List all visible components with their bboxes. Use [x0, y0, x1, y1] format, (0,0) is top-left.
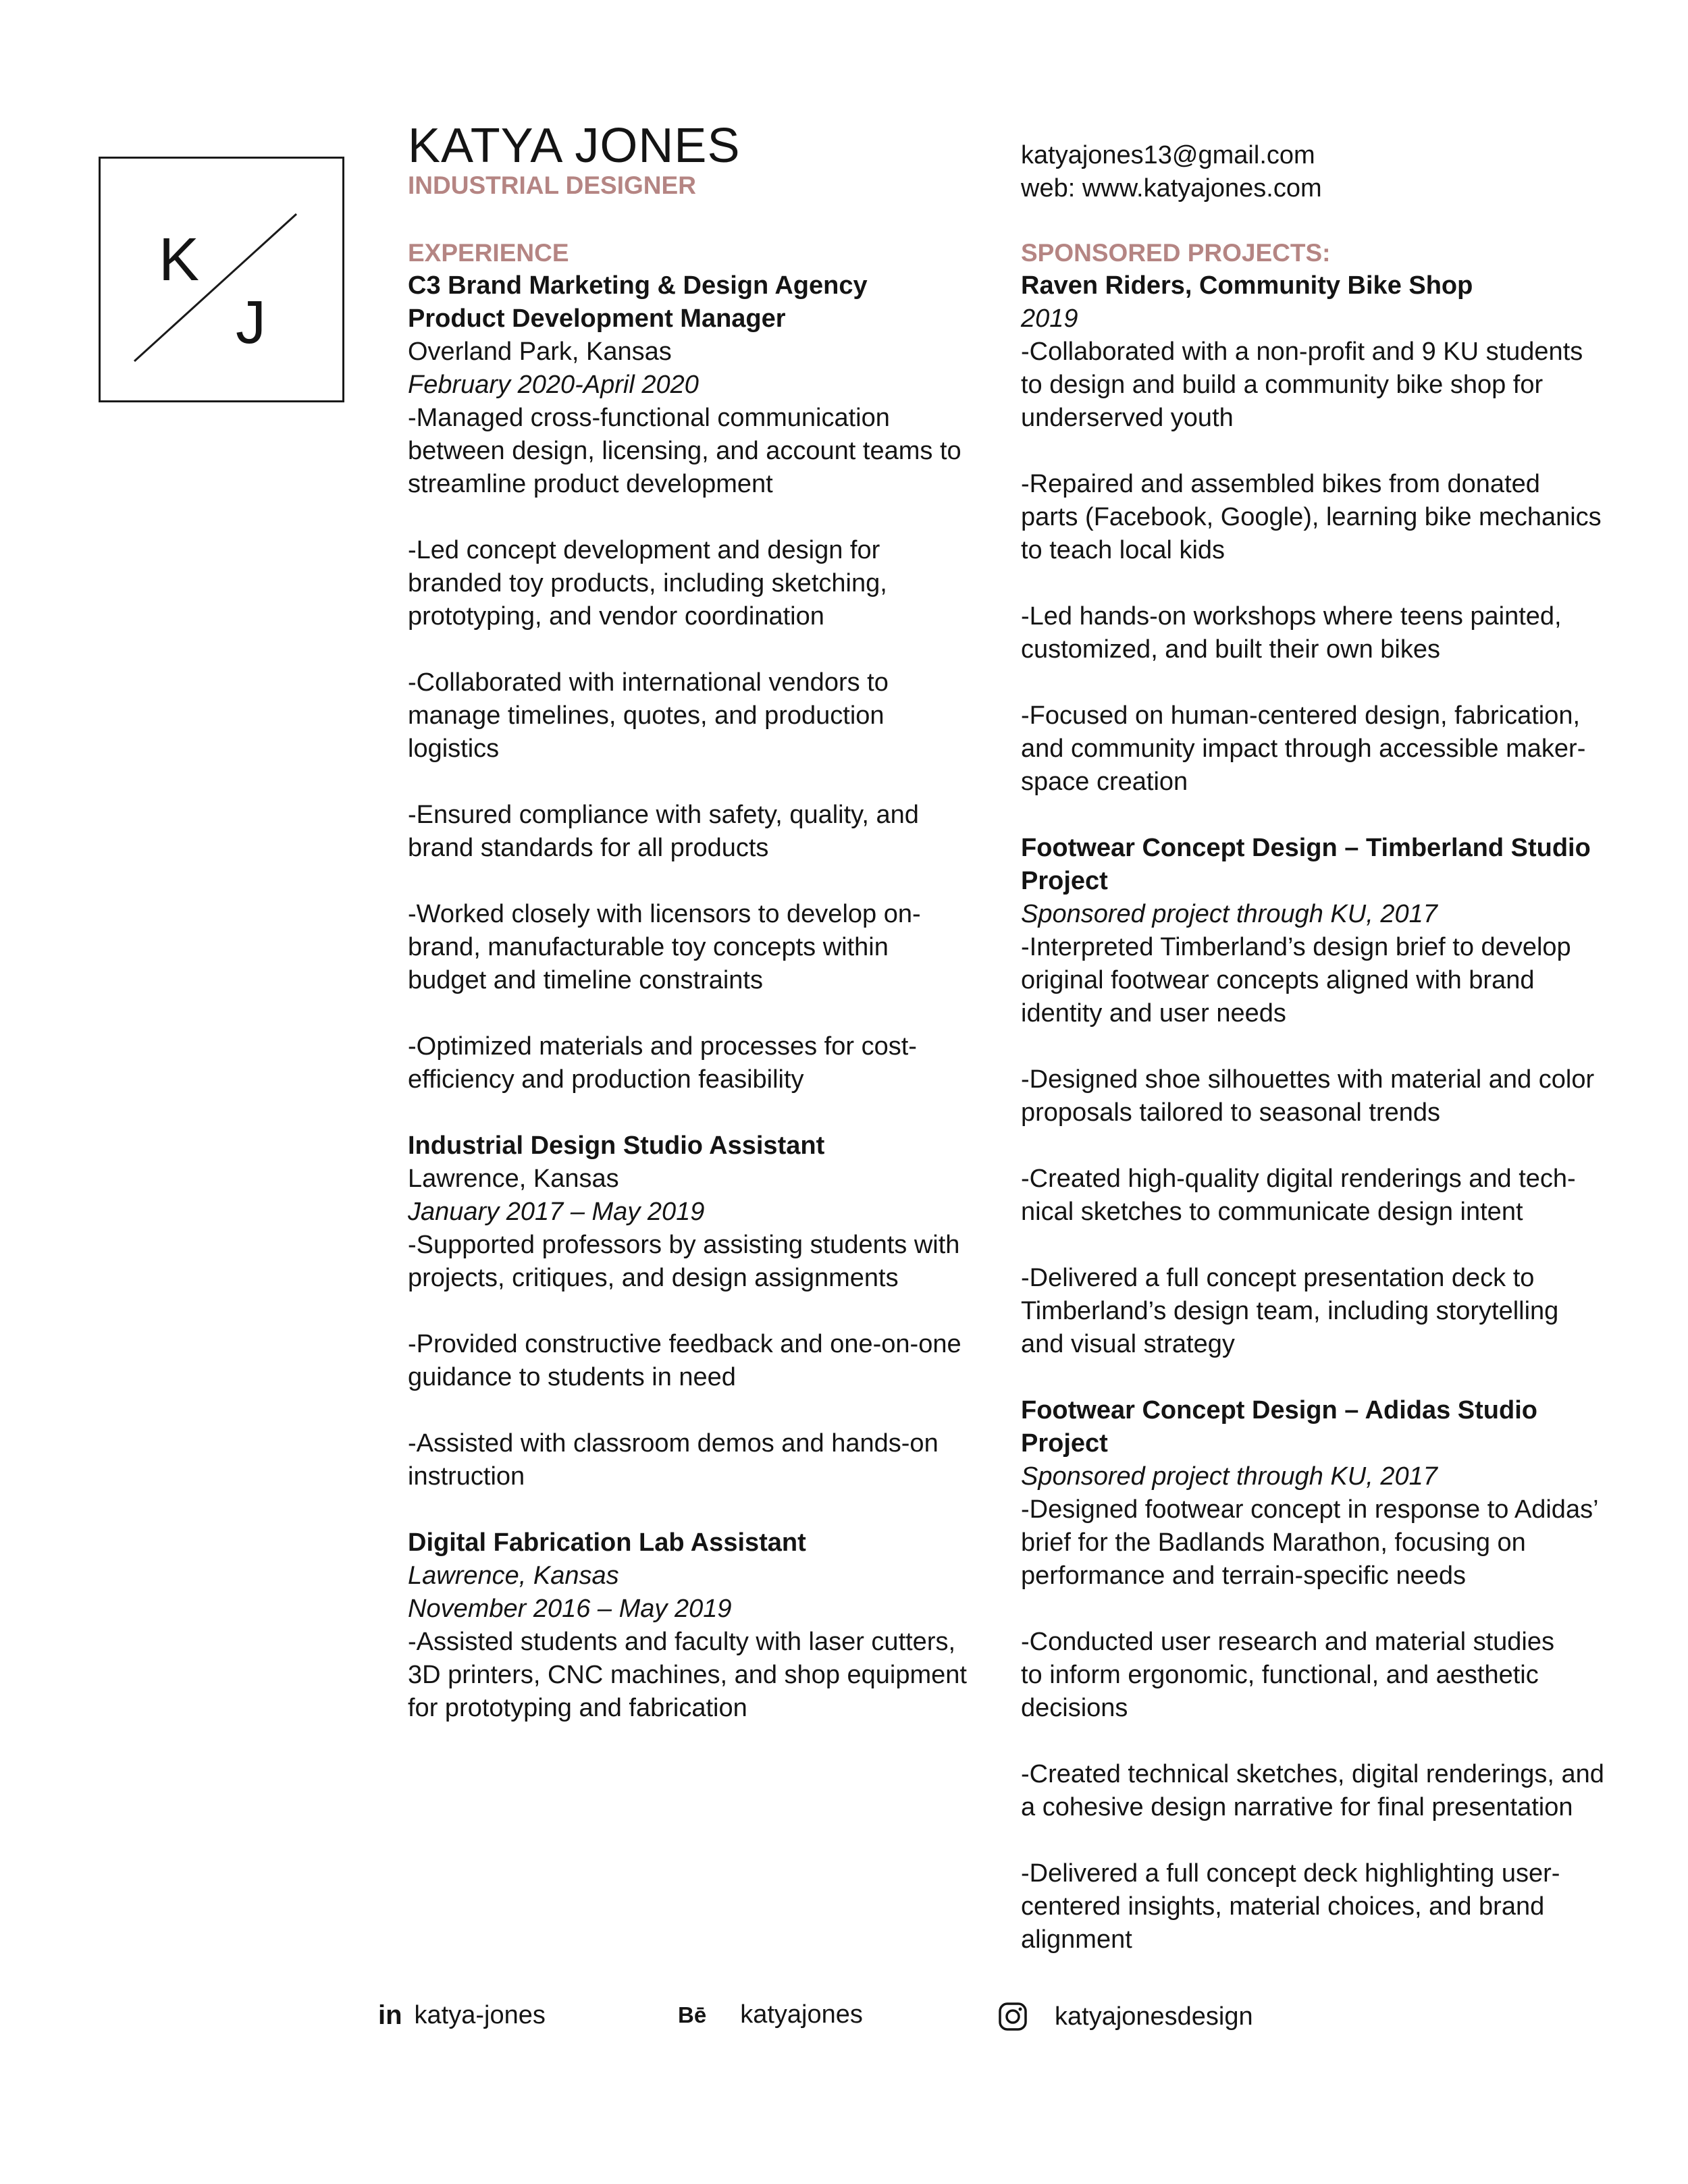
job-location: Lawrence, Kansas	[408, 1165, 619, 1193]
bullet-line: decisions	[1021, 1694, 1128, 1722]
bullet-line: -Optimized materials and processes for cost-	[408, 1032, 917, 1061]
email-link[interactable]: katyajones13@gmail.com	[1021, 141, 1315, 169]
logo-letter-j: J	[236, 289, 266, 356]
bullet-line: brand standards for all products	[408, 834, 769, 862]
instagram-link[interactable]	[998, 2002, 1253, 2031]
project-subtitle: Sponsored project through KU, 2017	[1021, 1462, 1438, 1491]
bullet-line: -Repaired and assembled bikes from donated	[1021, 470, 1540, 498]
bullet-line: -Designed footwear concept in response to Adidas’	[1021, 1495, 1599, 1524]
bullet-line: space creation	[1021, 768, 1188, 796]
experience-heading: EXPERIENCE	[408, 239, 569, 267]
bullet-line: -Managed cross-functional communication	[408, 404, 890, 432]
project-bullet	[1021, 600, 1602, 666]
bullet-line: -Delivered a full concept presentation deck to	[1021, 1264, 1535, 1292]
projects-heading: SPONSORED PROJECTS:	[1021, 239, 1331, 267]
job-list	[408, 269, 967, 1725]
project-subtitle: 2019	[1021, 304, 1078, 333]
job-dates: January 2017 – May 2019	[408, 1198, 705, 1226]
bullet-line: alignment	[1021, 1925, 1132, 1954]
bullet-line: Timberland’s design team, including storytelling	[1021, 1297, 1559, 1325]
bullet-line: customized, and built their own bikes	[1021, 635, 1440, 664]
job-bullet	[408, 1626, 967, 1725]
job-bullet	[408, 1229, 961, 1295]
bullet-line: logistics	[408, 735, 500, 763]
job-headline: INDUSTRIAL DESIGNER	[408, 171, 696, 199]
experience-column	[408, 236, 967, 1758]
job-bullet	[408, 799, 961, 865]
project-title: Footwear Concept Design – Timberland Studio	[1021, 834, 1591, 862]
bullet-line: to design and build a community bike shop for	[1021, 371, 1544, 399]
bullet-line: projects, critiques, and design assignments	[408, 1264, 899, 1292]
bullet-line: prototyping, and vendor coordination	[408, 602, 824, 631]
bullet-line: nical sketches to communicate design intent	[1021, 1198, 1523, 1226]
job-bullet	[408, 898, 961, 997]
job-bullet	[408, 1427, 961, 1493]
bullet-line: -Interpreted Timberland’s design brief to develop	[1021, 933, 1571, 961]
bullet-line: to inform ergonomic, functional, and aesthetic	[1021, 1661, 1539, 1689]
bullet-line: -Led concept development and design for	[408, 536, 880, 564]
bullet-line: -Worked closely with licensors to develop on-	[408, 900, 921, 928]
bullet-line: brand, manufacturable toy concepts within	[408, 933, 889, 961]
bullet-line: -Collaborated with a non-profit and 9 KU students	[1021, 338, 1583, 366]
project-title: Raven Riders, Community Bike Shop	[1021, 271, 1473, 300]
linkedin-link[interactable]	[378, 2002, 546, 2029]
bullet-line: budget and timeline constraints	[408, 966, 763, 994]
bullet-line: -Collaborated with international vendors to	[408, 668, 889, 697]
bullet-line: proposals tailored to seasonal trends	[1021, 1098, 1441, 1127]
job-role: Industrial Design Studio Assistant	[408, 1131, 825, 1160]
bullet-line: -Conducted user research and material studies	[1021, 1628, 1554, 1656]
project-bullet	[1021, 1758, 1602, 1824]
job-role: Digital Fabrication Lab Assistant	[408, 1528, 806, 1557]
project-entry	[1021, 269, 1602, 799]
bullet-line: -Delivered a full concept deck highlighting user-	[1021, 1859, 1560, 1888]
project-entry	[1021, 832, 1602, 1361]
job-bullet	[408, 666, 961, 766]
project-list	[1021, 269, 1602, 1956]
job-entry	[408, 1526, 967, 1725]
project-title: Footwear Concept Design – Adidas Studio	[1021, 1396, 1537, 1424]
job-entry	[408, 269, 961, 1096]
bullet-line: efficiency and production feasibility	[408, 1065, 804, 1094]
job-location: Overland Park, Kansas	[408, 338, 672, 366]
bullet-line: instruction	[408, 1462, 525, 1491]
logo-diagonal-line	[101, 159, 346, 404]
bullet-line: -Assisted with classroom demos and hands-on	[408, 1429, 939, 1458]
project-title: Project	[1021, 867, 1108, 895]
bullet-line: branded toy products, including sketching,	[408, 569, 887, 597]
behance-link[interactable]	[678, 2002, 863, 2027]
instagram-icon	[998, 2002, 1028, 2031]
job-bullet	[408, 1030, 961, 1096]
bullet-line: guidance to students in need	[408, 1363, 736, 1391]
linkedin-icon: in	[378, 2000, 402, 2030]
behance-handle: katyajones	[740, 2000, 863, 2029]
bullet-line: manage timelines, quotes, and production	[408, 701, 885, 730]
job-company: C3 Brand Marketing & Design Agency	[408, 271, 868, 300]
bullet-line: -Provided constructive feedback and one-on-one	[408, 1330, 961, 1358]
bullet-line: identity and user needs	[1021, 999, 1286, 1028]
project-bullet	[1021, 1857, 1602, 1956]
job-bullet	[408, 402, 961, 501]
project-title: Project	[1021, 1429, 1108, 1458]
project-bullet	[1021, 1063, 1602, 1129]
project-entry	[1021, 1394, 1602, 1956]
instagram-handle: katyajonesdesign	[1055, 2002, 1253, 2031]
bullet-line: performance and terrain-specific needs	[1021, 1562, 1467, 1590]
projects-column	[1021, 236, 1602, 1990]
bullet-line: underserved youth	[1021, 404, 1234, 432]
bullet-line: a cohesive design narrative for final presentation	[1021, 1793, 1573, 1821]
bullet-line: and community impact through accessible maker-	[1021, 735, 1586, 763]
project-bullet	[1021, 1493, 1602, 1593]
logo-letter-k: K	[159, 226, 200, 294]
bullet-line: centered insights, material choices, and brand	[1021, 1892, 1545, 1921]
job-entry	[408, 1129, 961, 1493]
job-role: Product Development Manager	[408, 304, 786, 333]
bullet-line: 3D printers, CNC machines, and shop equipment	[408, 1661, 967, 1689]
bullet-line: streamline product development	[408, 470, 773, 498]
project-bullet	[1021, 468, 1602, 567]
bullet-line: -Created technical sketches, digital renderings, and	[1021, 1760, 1604, 1788]
job-location: Lawrence, Kansas	[408, 1562, 619, 1590]
bullet-line: -Supported professors by assisting students with	[408, 1231, 960, 1259]
bullet-line: brief for the Badlands Marathon, focusing on	[1021, 1528, 1526, 1557]
contact-block	[1021, 139, 1322, 205]
bullet-line: -Focused on human-centered design, fabrication,	[1021, 701, 1581, 730]
bullet-line: -Assisted students and faculty with laser cutters,	[408, 1628, 956, 1656]
project-bullet	[1021, 1626, 1602, 1725]
bullet-line: and visual strategy	[1021, 1330, 1235, 1358]
bullet-line: for prototyping and fabrication	[408, 1694, 747, 1722]
bullet-line: -Led hands-on workshops where teens painted,	[1021, 602, 1562, 631]
project-bullet	[1021, 336, 1602, 435]
project-bullet	[1021, 931, 1602, 1030]
bullet-line: -Created high-quality digital renderings and tech-	[1021, 1165, 1576, 1193]
job-bullet	[408, 534, 961, 633]
bullet-line: -Designed shoe silhouettes with material and color	[1021, 1065, 1595, 1094]
job-dates: February 2020-April 2020	[408, 371, 699, 399]
project-bullet	[1021, 699, 1602, 799]
person-name: KATYA JONES	[408, 119, 741, 173]
job-bullet	[408, 1328, 961, 1394]
bullet-line: original footwear concepts aligned with brand	[1021, 966, 1535, 994]
bullet-line: to teach local kids	[1021, 536, 1225, 564]
bullet-line: parts (Facebook, Google), learning bike mechanics	[1021, 503, 1602, 531]
behance-icon: Bē	[678, 2002, 707, 2027]
website-link[interactable]: web: www.katyajones.com	[1021, 174, 1322, 203]
bullet-line: -Ensured compliance with safety, quality, and	[408, 801, 919, 829]
linkedin-handle: katya-jones	[414, 2001, 546, 2029]
project-subtitle: Sponsored project through KU, 2017	[1021, 900, 1438, 928]
bullet-line: between design, licensing, and account teams to	[408, 437, 961, 465]
project-bullet	[1021, 1163, 1602, 1229]
job-dates: November 2016 – May 2019	[408, 1595, 732, 1623]
monogram-logo	[99, 157, 344, 402]
project-bullet	[1021, 1262, 1602, 1361]
